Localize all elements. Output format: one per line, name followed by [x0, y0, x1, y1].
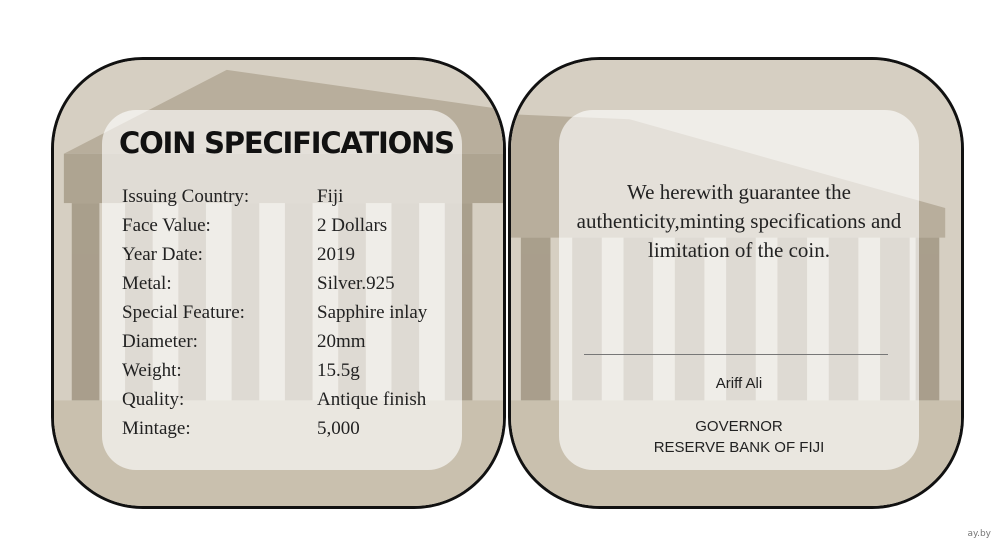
spec-row — [122, 211, 427, 240]
spec-label: Special Feature: — [122, 302, 245, 323]
specifications-card — [51, 57, 506, 509]
signer-title-line1: GOVERNOR — [695, 418, 783, 435]
spec-value: 2019 — [317, 244, 355, 265]
spec-label: Quality: — [122, 389, 185, 410]
signer-title — [559, 416, 919, 458]
spec-row — [122, 182, 427, 211]
signer-name: Ariff Ali — [715, 375, 763, 392]
guarantee-text: We herewith guarantee the authenticity,minting specifications and limitation of the coin. — [576, 180, 902, 262]
spec-label: Year Date: — [122, 244, 203, 265]
spec-row — [122, 327, 427, 356]
certificate-panel — [559, 110, 919, 470]
spec-value: 20mm — [317, 331, 366, 352]
spec-row — [122, 269, 427, 298]
specifications-panel — [102, 110, 462, 470]
watermark: ay.by — [967, 529, 991, 539]
spec-row — [122, 240, 427, 269]
spec-value: Antique finish — [317, 389, 427, 410]
specifications-title: COIN SPECIFICATIONS — [119, 126, 454, 160]
signer-title-line2: RESERVE BANK OF FIJI — [653, 439, 825, 456]
signature-line — [584, 354, 888, 355]
spec-value: 5,000 — [317, 418, 360, 439]
spec-label: Weight: — [122, 360, 182, 381]
spec-row — [122, 414, 427, 443]
spec-value: Silver.925 — [317, 273, 395, 294]
spec-row — [122, 298, 427, 327]
spec-value: 2 Dollars — [317, 215, 388, 236]
specifications-list — [122, 182, 427, 443]
certificate-card — [508, 57, 964, 509]
spec-row — [122, 385, 427, 414]
spec-value: Fiji — [317, 186, 344, 207]
spec-value: 15.5g — [317, 360, 360, 381]
spec-value: Sapphire inlay — [317, 302, 428, 323]
spec-label: Metal: — [122, 273, 172, 294]
spec-row — [122, 356, 427, 385]
spec-label: Mintage: — [122, 418, 191, 439]
spec-label: Face Value: — [122, 215, 211, 236]
spec-label: Diameter: — [122, 331, 198, 352]
spec-label: Issuing Country: — [122, 186, 250, 207]
